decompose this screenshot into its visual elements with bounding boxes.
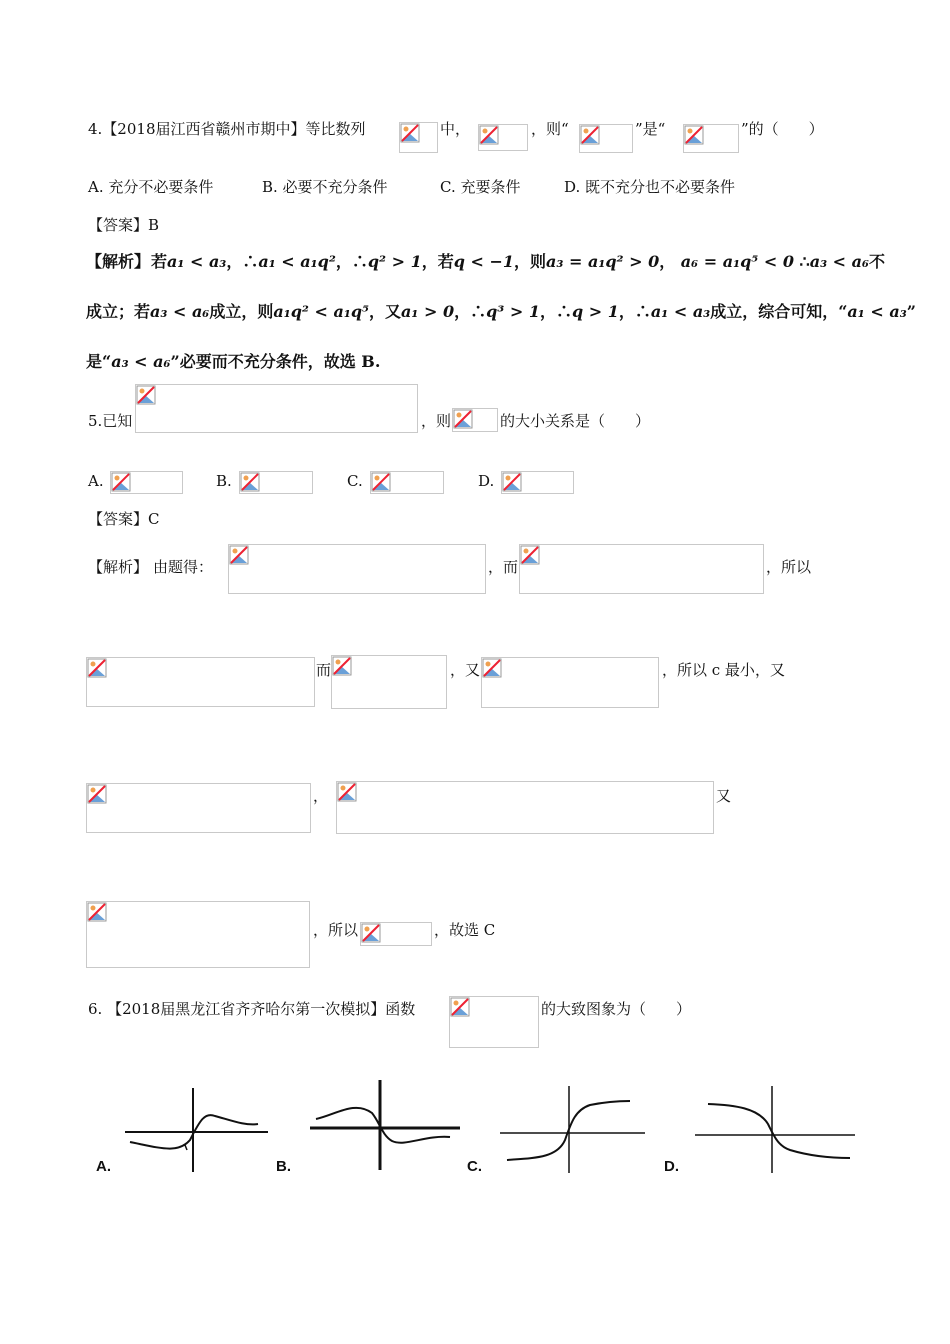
q4-formula-image [683,124,739,153]
broken-image-icon [87,784,107,804]
q6-graph-a-label: A. [96,1158,111,1175]
q5-suoyi: ，所以 [766,558,812,576]
q5-option-c-image [370,471,444,494]
q6-intro: 6. 【2018届黑龙江省齐齐哈尔第一次模拟】函数 [88,1000,416,1018]
q5-option-c-label: C. [347,472,363,490]
q4-option-c: C. 充要条件 [440,178,521,196]
q5-result-image [360,922,432,946]
broken-image-icon [400,123,420,143]
q5-option-a-label: A. [88,472,104,490]
q5-suoyi2: ，所以 [313,921,359,939]
broken-image-icon [520,545,540,565]
broken-image-icon [502,472,522,492]
q4-analysis-line2: 成立；若a₃ < a₆成立，则a₁q² < a₁q⁵，又a₁ > 0，∴q³ > 1，∴q > 1，∴a₁ < a₃成立，综合可知，“a₁ < a₃” [86,302,916,321]
q4-option-b: B. 必要不充分条件 [262,178,388,196]
q4-formula-image [579,124,633,153]
broken-image-icon [111,472,131,492]
q4-analysis-line3: 是“a₃ < a₆”必要而不充分条件，故选 B. [86,352,381,371]
broken-image-icon [371,472,391,492]
q5-option-b-label: B. [216,472,232,490]
q5-option-d-label: D. [478,472,495,490]
q4-tail: ”的（ ） [741,120,824,138]
q5-step-image [86,783,311,833]
q6-graph-c-label: C. [467,1158,482,1175]
q5-step-image [519,544,764,594]
q4-mid: 中， [440,120,471,138]
broken-image-icon [87,658,107,678]
q5-er: ，而 [488,558,519,576]
q5-formula-image [135,384,418,433]
q5-gu: ，故选 C [434,921,496,939]
q4-option-d: D. 既不充分也不必要条件 [564,178,736,196]
q5-tail: 的大小关系是（ ） [500,412,651,430]
q5-comma: ， [313,787,329,805]
function-curve [316,1108,450,1143]
q4-option-a: A. 充分不必要条件 [88,178,214,196]
broken-image-icon [453,409,473,429]
broken-image-icon [87,902,107,922]
broken-image-icon [240,472,260,492]
broken-image-icon [580,125,600,145]
q5-then: ，则 [421,412,452,430]
q5-option-d-image [501,471,574,494]
q5-from: 由题得： [153,558,214,576]
q5-answer: 【答案】C [88,510,160,528]
q4-answer: 【答案】B [88,216,160,234]
function-curve [708,1104,850,1158]
broken-image-icon [361,923,381,943]
broken-image-icon [229,545,249,565]
q5-formula-image [452,408,498,432]
q5-option-b-image [239,471,313,494]
q4-formula-image [478,124,528,151]
q5-er2: 而 [316,661,332,679]
broken-image-icon [450,997,470,1017]
q4-analysis-line1: 若a₁ < a₃，∴a₁ < a₁q²，∴q² > 1，若q < −1，则a₃ = a₁q² > 0， a₆ = a₁q⁵ < 0 ∴a₃ < a₆不 [151,252,886,271]
q5-step-image [481,657,659,708]
q6-graph-b-label: B. [276,1158,291,1175]
q6-graph-b [300,1075,470,1180]
q5-intro: 5.已知 [88,412,133,430]
q6-graph-c [495,1078,655,1178]
q5-you2: 又 [716,787,732,805]
broken-image-icon [136,385,156,405]
q6-tail: 的大致图象为（ ） [541,1000,692,1018]
q6-function-image [449,996,539,1048]
q6-graph-d [690,1078,860,1178]
q5-option-a-image [110,471,183,494]
broken-image-icon [332,656,352,676]
q5-step-image [336,781,714,834]
q5-step-image [86,901,310,968]
q5-step-image [86,657,315,707]
q5-c-min: ，所以 c 最小，又 [662,661,785,679]
q5-analysis-label: 【解析】 [88,558,149,576]
q5-step-image [228,544,486,594]
q5-step-image [331,655,447,709]
q4-intro: 4.【2018届江西省赣州市期中】等比数列 [88,120,366,138]
q4-analysis-label: 【解析】 [86,252,151,271]
q6-graph-d-label: D. [664,1158,679,1175]
q4-is: ”是“ [635,120,666,138]
q6-graph-a [90,1080,280,1180]
broken-image-icon [479,125,499,145]
q4-then: ，则“ [531,120,569,138]
broken-image-icon [684,125,704,145]
broken-image-icon [337,782,357,802]
q5-you: ，又 [450,661,481,679]
broken-image-icon [482,658,502,678]
q4-formula-image [399,122,438,153]
